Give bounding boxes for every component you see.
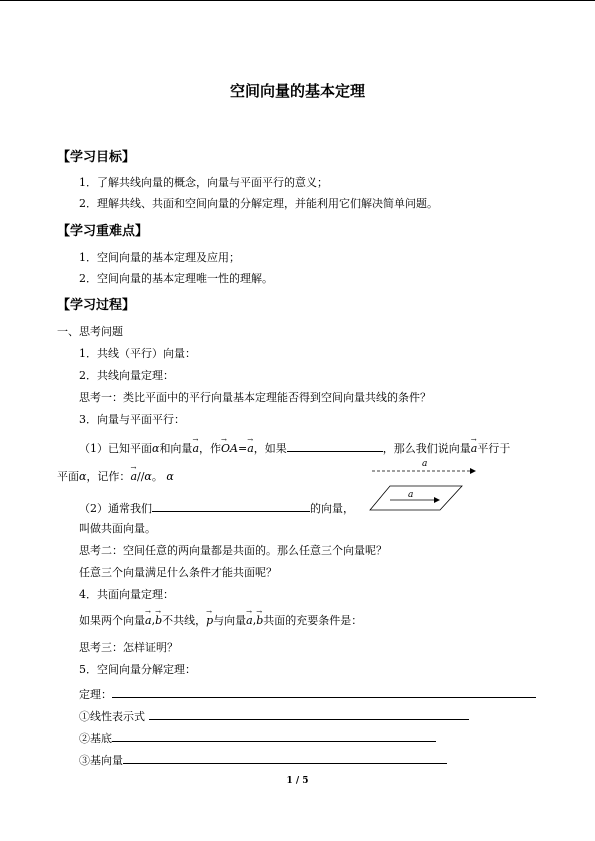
- page-number: 1 / 5: [286, 776, 309, 786]
- statement-1-line-2: [57, 470, 174, 484]
- vector-b: → b: [256, 614, 263, 628]
- alpha-symbol: α: [166, 470, 174, 483]
- figure-label-a: a: [422, 459, 428, 469]
- vector-a: → a: [192, 442, 199, 456]
- vector-a: → a: [471, 442, 478, 456]
- base-vector-line: [79, 752, 447, 768]
- s1-text-a: （1）已知平面: [79, 442, 152, 455]
- section-goals-heading: 【学习目标】: [57, 150, 136, 165]
- basis-line: [79, 730, 436, 746]
- s1-text-f: 平行于: [477, 442, 511, 455]
- item-3-vector-plane: 3．向量与平面平行：: [79, 413, 185, 426]
- blank-theorem[interactable]: [112, 686, 536, 698]
- coplanar-condition: [79, 614, 362, 628]
- keypoint-item-2: 2．空间向量的基本定理唯一性的理解。: [79, 272, 273, 285]
- s1-line2-a: 平面: [57, 470, 79, 483]
- alpha-symbol: α: [79, 470, 87, 483]
- vector-a: → a: [145, 614, 152, 628]
- s1-text-b: 和向量: [159, 442, 193, 455]
- top-border: [0, 0, 595, 1]
- s2-text-b: 的向量，: [310, 502, 354, 515]
- comma-symbol: ,: [151, 614, 156, 627]
- cop-text-a: 如果两个向量: [79, 614, 145, 627]
- think-3: 思考三：怎样证明？: [79, 641, 178, 654]
- section-process-heading: 【学习过程】: [57, 298, 136, 313]
- item-5-decomposition: 5．空间向量分解定理：: [79, 663, 196, 676]
- part-1-heading: 一、思考问题: [57, 325, 123, 338]
- comma-symbol: ,: [252, 614, 257, 627]
- s1-line2-b: ，记作：: [86, 470, 131, 483]
- parallel-vector-figure: [370, 456, 480, 476]
- blank-basis[interactable]: [112, 730, 436, 742]
- vector-b: → b: [155, 614, 162, 628]
- think-2-line-1: 思考二：空间任意的两向量都是共面的。那么任意三个向量呢？: [79, 544, 387, 557]
- plane-label-a: a: [408, 490, 414, 500]
- blank-coplanar[interactable]: [152, 500, 310, 512]
- theorem-line: [79, 686, 536, 702]
- goal-item-1: 1．了解共线向量的概念，向量与平面平行的意义；: [79, 176, 328, 189]
- vector-a: → a: [246, 614, 253, 628]
- vector-p: → p: [206, 614, 213, 628]
- plane-parallelogram: [370, 486, 462, 510]
- statement-2-line-2: 叫做共面向量。: [79, 522, 156, 535]
- s1-line2-c: 。: [151, 470, 163, 483]
- plane-vector-arrow: [434, 497, 440, 503]
- goal-item-2: 2．理解共线、共面和空间向量的分解定理，并能利用它们解决简单问题。: [79, 197, 438, 210]
- item-4-coplanar-theorem: 4．共面向量定理：: [79, 588, 174, 601]
- arrow-head: [470, 468, 476, 474]
- item-2-collinear-theorem: 2．共线向量定理：: [79, 369, 174, 382]
- s2-text-a: （2）通常我们: [79, 502, 152, 515]
- vector-a: → a: [130, 470, 137, 484]
- page-title: 空间向量的基本定理: [229, 82, 365, 100]
- plane-figure: [368, 484, 468, 514]
- s1-text-c: ，作: [199, 442, 221, 455]
- parallel-symbol: //: [137, 470, 145, 483]
- keypoint-item-1: 1．空间向量的基本定理及应用；: [79, 251, 240, 264]
- blank-condition[interactable]: [287, 440, 383, 452]
- vector-a: → a: [247, 442, 254, 456]
- equals-symbol: =: [237, 442, 248, 455]
- cop-text-d: 共面的充要条件是：: [263, 614, 363, 627]
- statement-2-line-1: [79, 500, 354, 516]
- basis-label: ②基底: [79, 732, 112, 745]
- s1-text-e: ，那么我们说向量: [382, 442, 471, 455]
- blank-linear[interactable]: [149, 708, 469, 720]
- think-2-line-2: 任意三个向量满足什么条件才能共面呢？: [79, 566, 277, 579]
- item-1-collinear: 1．共线（平行）向量：: [79, 347, 196, 360]
- basevec-label: ③基向量: [79, 754, 123, 767]
- linear-expression-line: [79, 708, 469, 724]
- cop-text-b: 不共线，: [162, 614, 207, 627]
- section-keypoints-heading: 【学习重难点】: [57, 224, 149, 239]
- alpha-symbol: α: [144, 470, 152, 483]
- think-1: 思考一：类比平面中的平行向量基本定理能否得到空间向量共线的条件？: [79, 391, 431, 404]
- blank-basevec[interactable]: [123, 752, 447, 764]
- cop-text-c: 与向量: [213, 614, 247, 627]
- linear-label: ①线性表示式: [79, 710, 145, 723]
- theorem-label: 定理：: [79, 688, 112, 701]
- alpha-symbol: α: [152, 442, 160, 455]
- vector-OA: → OA: [221, 442, 238, 456]
- s1-text-d: ，如果: [253, 442, 287, 455]
- statement-1-line-1: [79, 440, 510, 456]
